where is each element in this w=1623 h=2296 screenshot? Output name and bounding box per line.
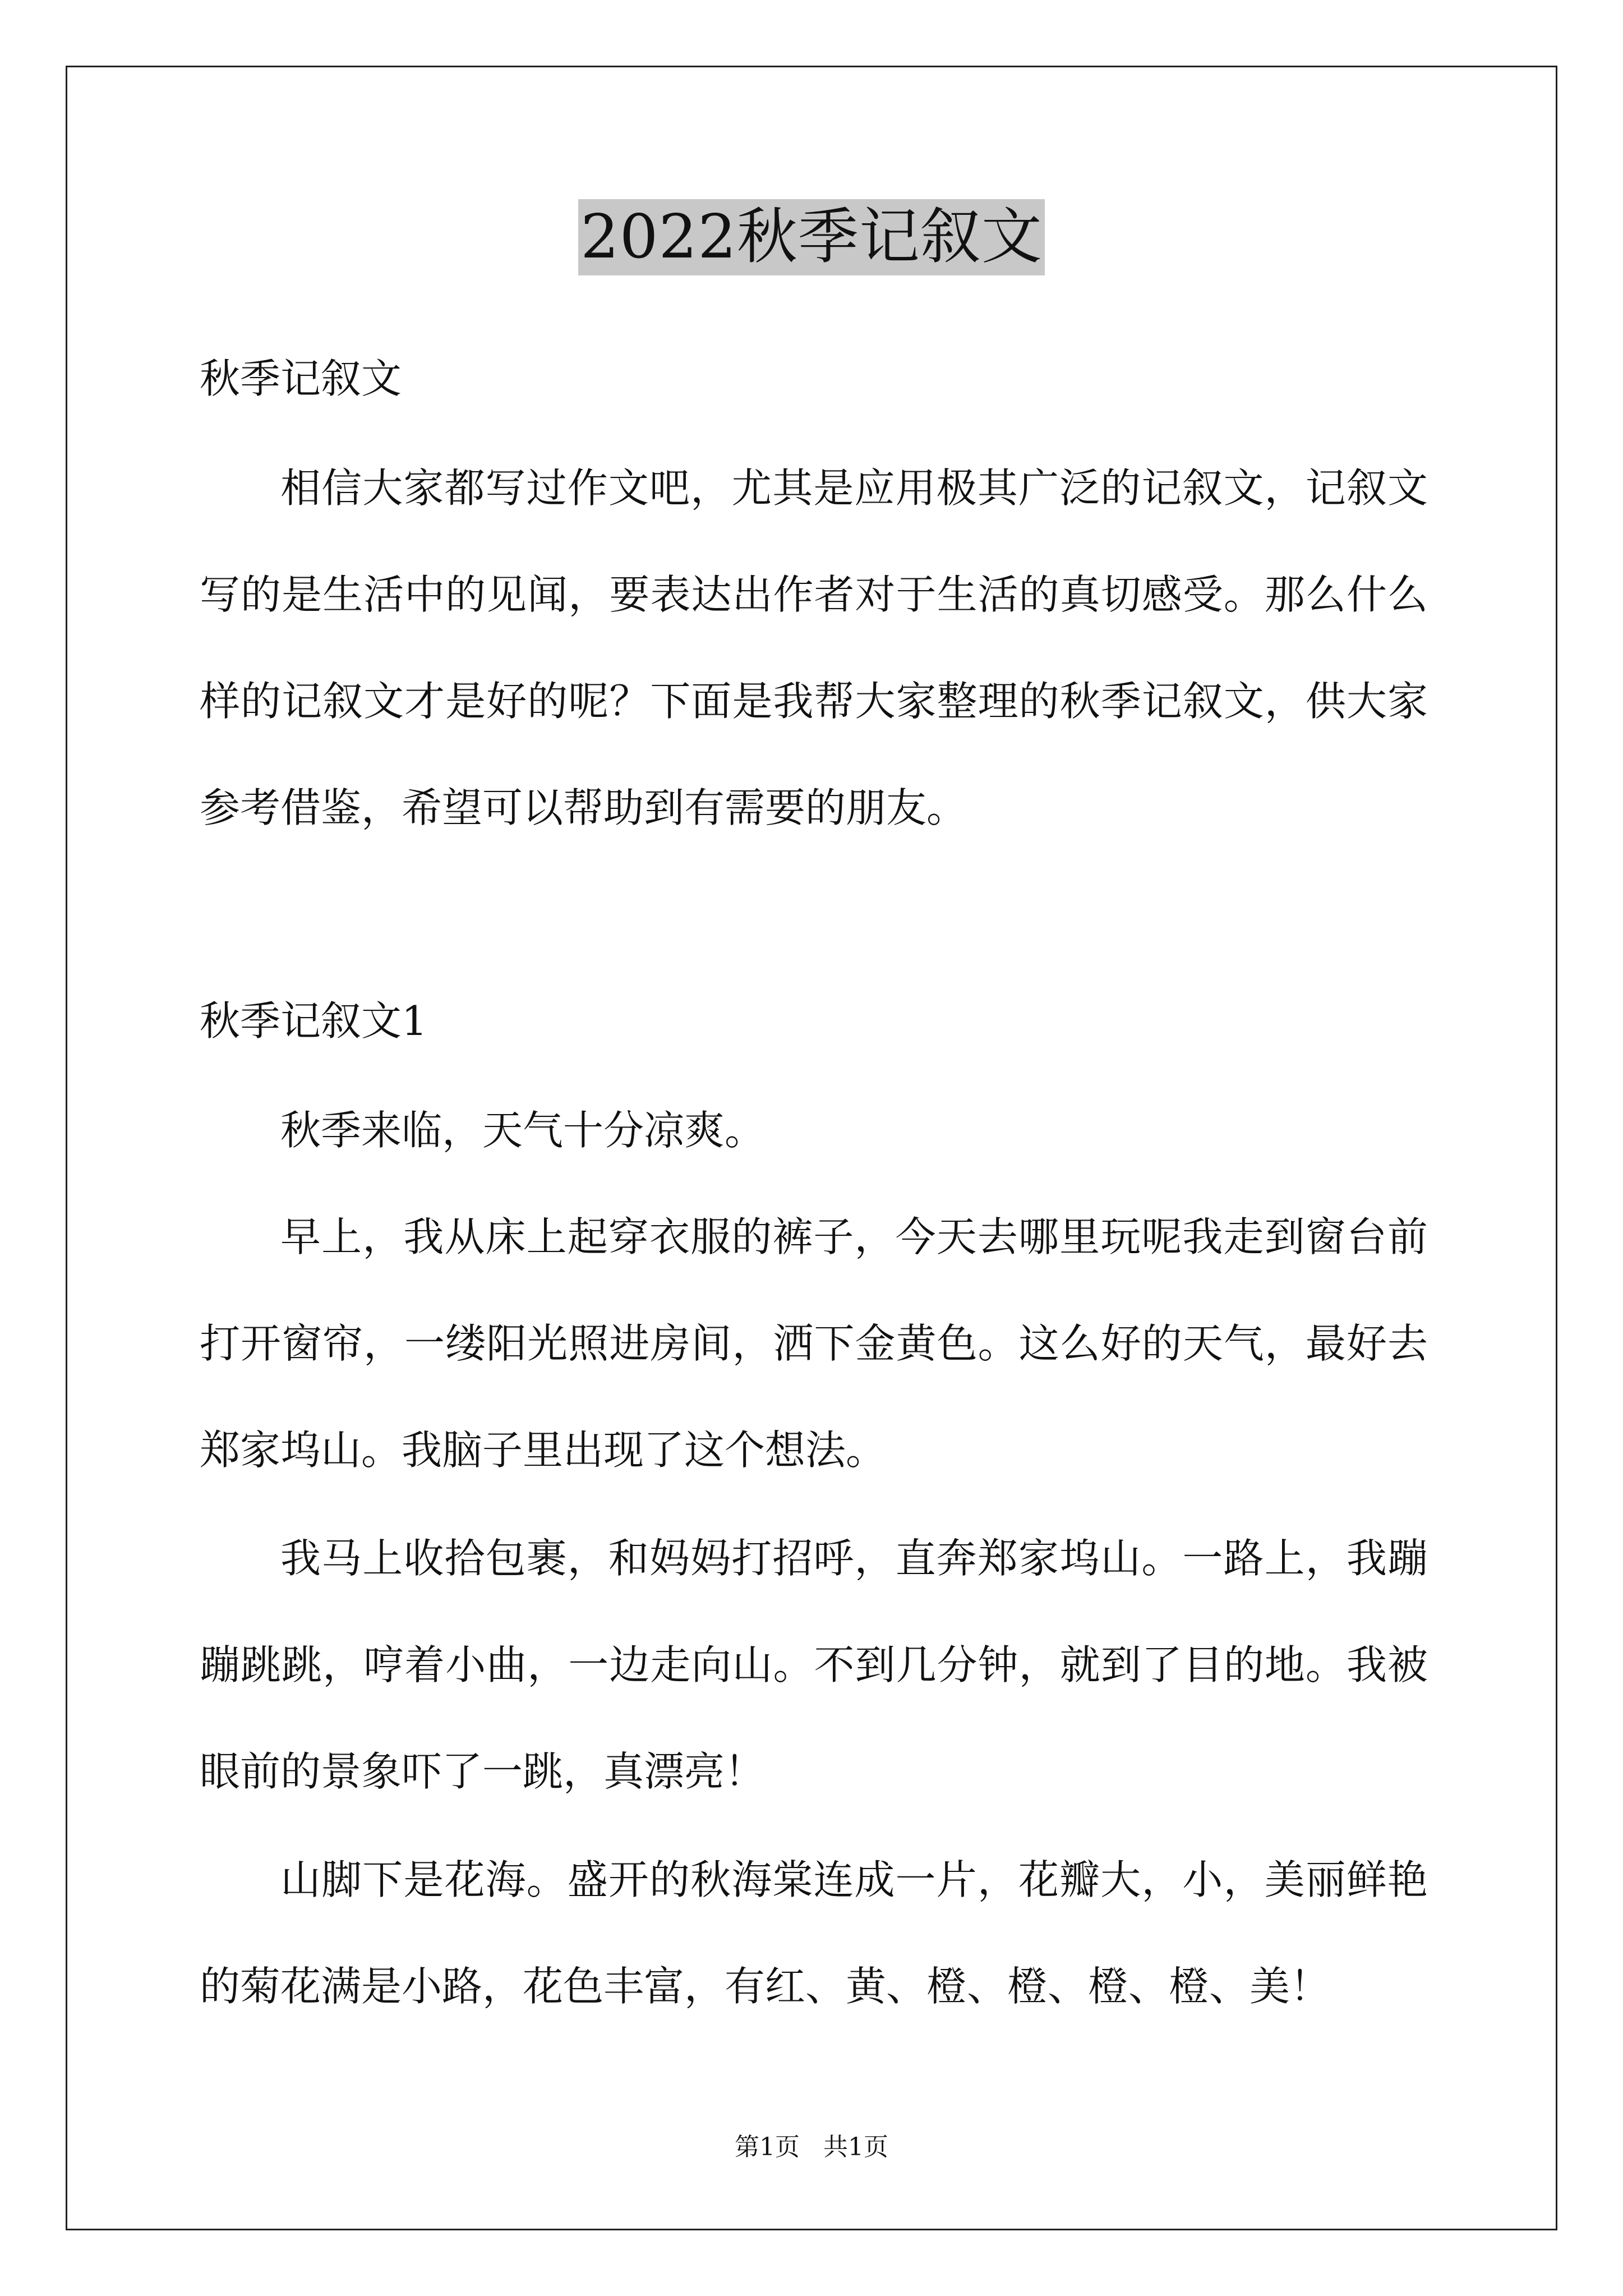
page-number-total: 共1页: [823, 2133, 888, 2161]
paragraph-4: 山脚下是花海。盛开的秋海棠连成一片，花瓣大，小，美丽鲜艳的菊花满是小路，花色丰富，有红、黄、橙、橙、橙、橙、美！: [200, 1856, 1428, 2010]
intro-heading: 秋季记叙文: [200, 355, 402, 402]
page-number-current: 第1页: [735, 2133, 800, 2161]
title-container: [0, 199, 1623, 275]
intro-paragraph: 相信大家都写过作文吧，尤其是应用极其广泛的记叙文，记叙文写的是生活中的见闻，要表达出作者对于生活的真切感受。那么什么样的记叙文才是好的呢？下面是我帮大家整理的秋季记叙文，供大家参考借鉴，希望可以帮助到有需要的朋友。: [200, 464, 1428, 831]
paragraph-2: 早上，我从床上起穿衣服的裤子，今天去哪里玩呢我走到窗台前打开窗帘，一缕阳光照进房间，洒下金黄色。这么好的天气，最好去郑家坞山。我脑子里出现了这个想法。: [200, 1213, 1428, 1474]
paragraph-3: 我马上收拾包裹，和妈妈打招呼，直奔郑家坞山。一路上，我蹦蹦跳跳，哼着小曲，一边走向山。不到几分钟，就到了目的地。我被眼前的景象吓了一跳，真漂亮！: [200, 1535, 1428, 1795]
section-heading: 秋季记叙文1: [200, 997, 427, 1045]
page-footer: [0, 2132, 1623, 2163]
document-title: 2022秋季记叙文: [578, 199, 1045, 275]
paragraph-1: 秋季来临，天气十分凉爽。: [280, 1107, 766, 1154]
